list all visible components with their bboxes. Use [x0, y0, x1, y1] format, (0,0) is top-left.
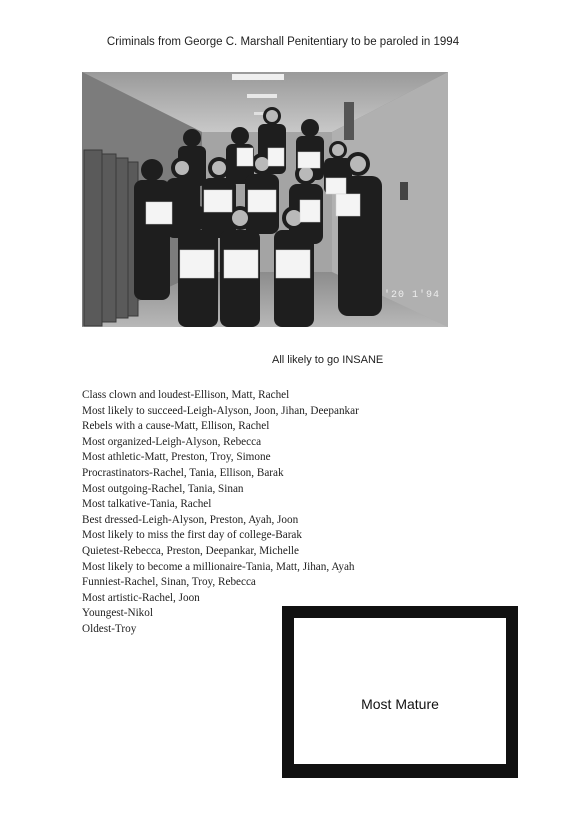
list-item: Class clown and loudest-Ellison, Matt, Rachel	[82, 389, 290, 401]
frame-photo-placeholder	[294, 618, 506, 764]
list-item: Most likely to succeed-Leigh-Alyson, Joon, Jihan, Deepankar	[82, 404, 359, 417]
list-item: Rebels with a cause-Matt, Ellison, Rachel	[82, 420, 270, 433]
list-item: Quietest-Rebecca, Preston, Deepankar, Michelle	[82, 544, 299, 557]
list-item: Best dressed-Leigh-Alyson, Preston, Ayah, Joon	[82, 513, 299, 526]
list-item: Most talkative-Tania, Rachel	[82, 498, 212, 511]
list-item: Most outgoing-Rachel, Tania, Sinan	[82, 482, 244, 495]
group-photo-image	[82, 72, 448, 327]
list-item: Oldest-Troy	[82, 622, 137, 635]
list-item: Most artistic-Rachel, Joon	[82, 591, 200, 604]
frame-label: Most Mature	[361, 696, 439, 712]
page-title: Criminals from George C. Marshall Penitentiary to be paroled in 1994	[106, 36, 460, 48]
group-photo	[82, 72, 448, 327]
list-item: Funniest-Rachel, Sinan, Troy, Rebecca	[82, 576, 256, 589]
awards-list	[82, 388, 359, 638]
list-item: Most organized-Leigh-Alyson, Rebecca	[82, 435, 262, 448]
most-mature-frame	[282, 606, 518, 778]
photo-date-stamp: '20 1'94	[383, 290, 440, 301]
photo-caption: All likely to go INSANE	[272, 354, 384, 366]
list-item: Procrastinators-Rachel, Tania, Ellison, Barak	[82, 466, 284, 479]
list-item: Most athletic-Matt, Preston, Troy, Simone	[82, 451, 271, 464]
list-item: Most likely to become a millionaire-Tania, Matt, Jihan, Ayah	[82, 560, 355, 573]
list-item: Most likely to miss the first day of college-Barak	[82, 529, 302, 542]
list-item: Youngest-Nikol	[82, 607, 153, 620]
